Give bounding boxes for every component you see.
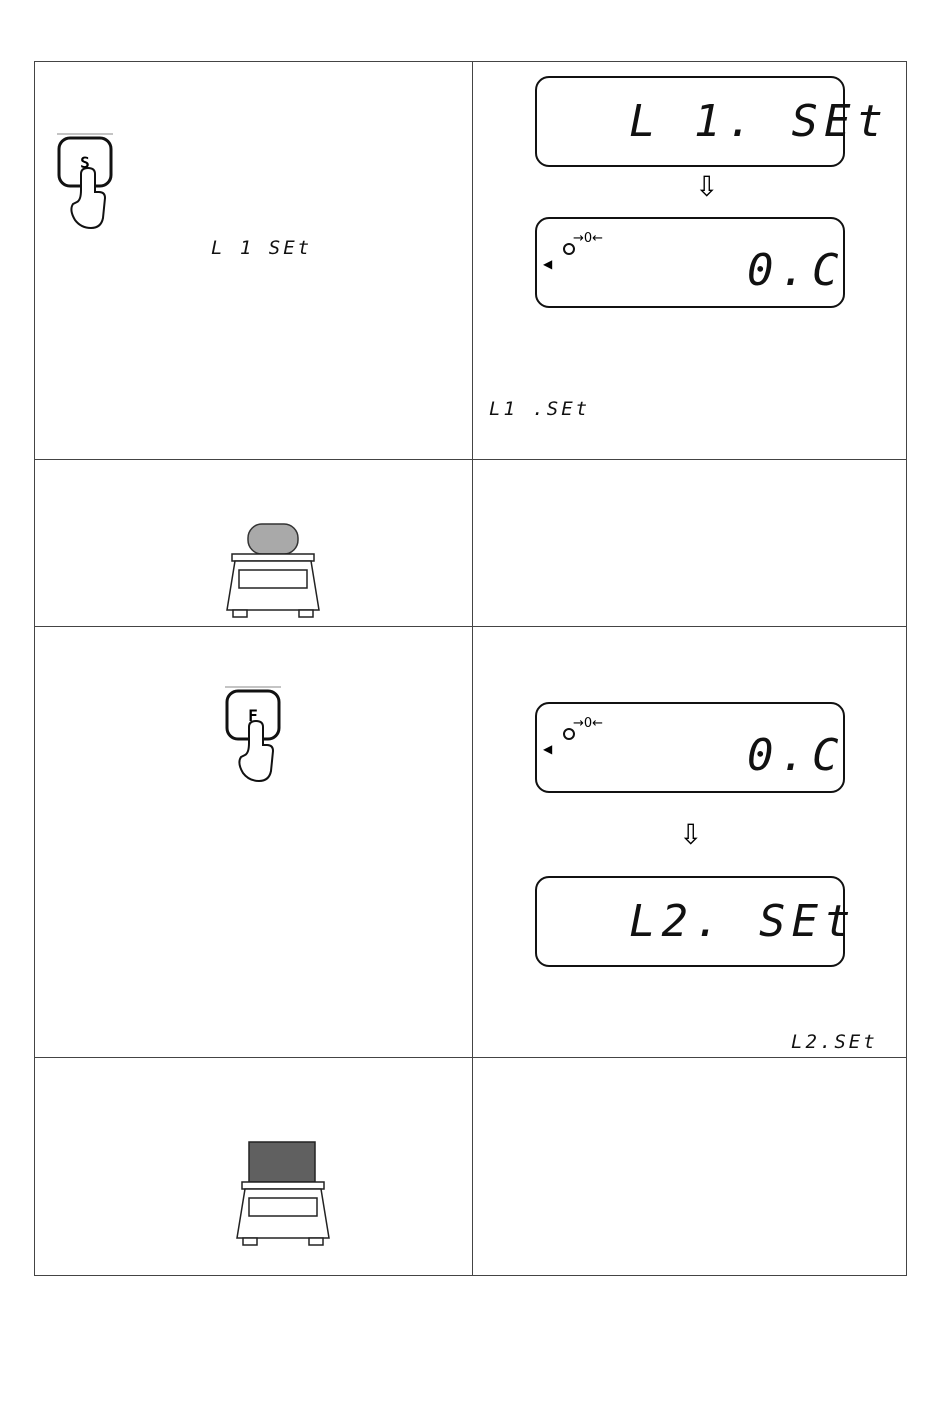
lcd-text-zero: 0.C xyxy=(747,245,845,296)
s-key-press-icon xyxy=(55,132,125,232)
instruction-table xyxy=(34,61,907,1276)
down-arrow-icon: ⇩ xyxy=(695,170,719,203)
lcd-display-l2set xyxy=(535,876,857,967)
row3-right-cell xyxy=(472,626,907,1058)
lcd-display-zero-2 xyxy=(535,702,845,793)
stability-marker-icon-2: ◀ xyxy=(543,742,553,756)
l1set-inline-code: L 1 SEt xyxy=(211,237,313,259)
lcd-text-zero-2: 0.C xyxy=(747,730,845,781)
row4-left-cell xyxy=(34,1057,473,1276)
s-key-label: S xyxy=(80,153,90,172)
zero-symbol: →0← xyxy=(573,231,604,246)
lcd-display-zero xyxy=(535,217,845,308)
l2set-caption-code: L2.SEt xyxy=(791,1031,878,1053)
row1-left-cell xyxy=(34,61,473,460)
row1-right-cell xyxy=(472,61,907,460)
row3-left-cell xyxy=(34,626,473,1058)
stability-marker-icon: ◀ xyxy=(543,257,553,271)
scale-with-round-weight-icon xyxy=(221,518,331,628)
zero-symbol-2: →0← xyxy=(573,716,604,731)
lcd-text-l1set: L 1. SEt xyxy=(629,96,889,147)
scale-with-box-weight-icon xyxy=(231,1142,341,1262)
row2-right-cell xyxy=(472,459,907,627)
down-arrow-icon-2: ⇩ xyxy=(679,818,703,851)
row2-left-cell xyxy=(34,459,473,627)
lcd-display-l1set xyxy=(535,76,889,167)
lcd-text-l2set: L2. SEt xyxy=(629,896,857,947)
f-key-label: F xyxy=(248,706,258,725)
row4-right-cell xyxy=(472,1057,907,1276)
l1set-caption-code: L1 .SEt xyxy=(489,398,591,420)
f-key-press-icon xyxy=(223,685,293,785)
